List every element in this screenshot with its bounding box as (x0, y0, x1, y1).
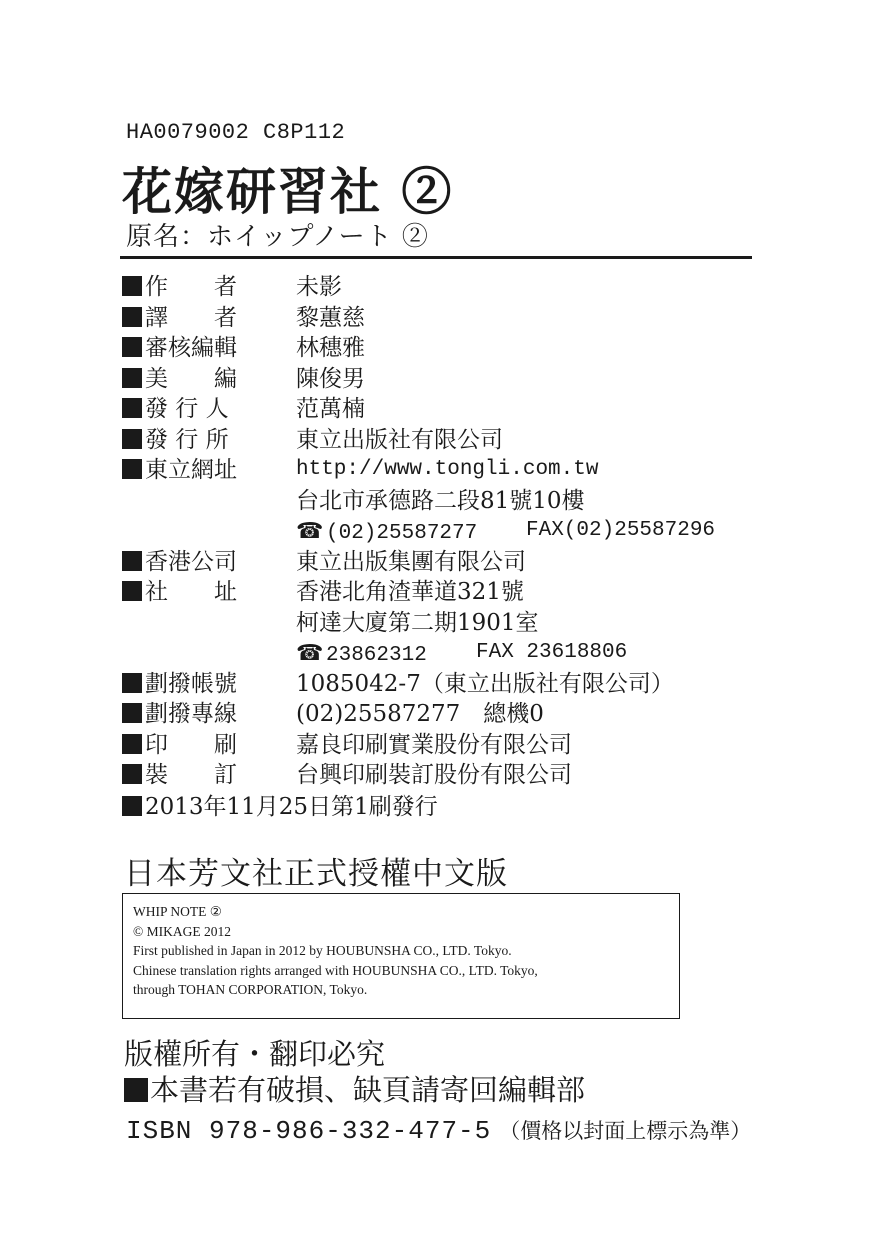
price-note: （價格以封面上標示為準） (499, 1119, 752, 1143)
phone-icon: ☎ (296, 519, 324, 544)
credit-label: 發 行 人 (145, 396, 229, 422)
credit-label: 審核編輯 (145, 335, 237, 361)
black-square-bullet (122, 703, 142, 723)
tongli-contact-row (122, 516, 762, 547)
credit-label: 香港公司 (145, 548, 237, 575)
hk-company-row (122, 547, 762, 578)
hk-address-row-2 (122, 608, 762, 639)
black-square-bullet (122, 368, 142, 388)
black-square-bullet (122, 429, 142, 449)
credit-value: 1085042-7（東立出版社有限公司） (296, 670, 674, 697)
credit-row-editor (122, 333, 762, 364)
credit-value: 范萬楠 (296, 396, 365, 422)
tongli-fax: FAX(02)25587296 (526, 519, 716, 542)
publish-date-line (122, 792, 438, 822)
credit-label: 劃撥帳號 (145, 670, 237, 697)
hk-address-row (122, 577, 762, 608)
credit-row-website (122, 455, 762, 486)
isbn-line (126, 1112, 751, 1146)
payment-row-hotline (122, 699, 762, 730)
book-title: 花嫁研習社 ② (122, 162, 454, 221)
credit-value: 嘉良印刷實業股份有限公司 (296, 731, 572, 758)
english-line: WHIP NOTE ② (133, 904, 222, 919)
black-square-bullet (122, 459, 142, 479)
credit-label: 美 編 (145, 365, 237, 392)
english-line: First published in Japan in 2012 by HOUBUNSHA CO., LTD. Tokyo. (133, 943, 512, 958)
product-code: HA0079002 C8P112 (126, 120, 346, 145)
credit-label: 作 者 (145, 274, 237, 300)
english-line: © MIKAGE 2012 (133, 923, 232, 939)
hk-address-line1: 香港北角渣華道321號 (296, 579, 524, 605)
credit-row-publisher (122, 394, 762, 425)
black-square-bullet (122, 764, 142, 784)
hk-phone: 23862312 (326, 644, 427, 667)
tongli-address-row (122, 486, 762, 517)
credit-label: 東立網址 (145, 457, 237, 483)
payment-row-binding (122, 760, 762, 791)
credit-row-designer (122, 364, 762, 395)
credit-row-author (122, 272, 762, 303)
credit-label: 劃撥專線 (145, 701, 237, 727)
credit-value: (02)25587277 總機0 (296, 701, 544, 727)
payment-row-printing (122, 730, 762, 761)
black-square-bullet (122, 551, 142, 571)
black-square-bullet (122, 337, 142, 357)
english-copyright-box (122, 893, 680, 1019)
rights-block (124, 1036, 585, 1108)
credit-value: 未影 (296, 274, 342, 300)
black-square-bullet (124, 1078, 148, 1102)
credit-value: 黎蕙慈 (296, 304, 365, 331)
english-line: through TOHAN CORPORATION, Tokyo. (133, 982, 368, 997)
credit-label: 裝 訂 (145, 762, 237, 788)
original-title: 原名：ホイップノート ② (126, 222, 429, 252)
rights-reserved: 版權所有・翻印必究 (124, 1037, 386, 1071)
publish-date: 2013年11月25日第1刷發行 (145, 794, 438, 820)
website-link[interactable]: http://www.tongli.com.tw (296, 458, 599, 481)
tongli-phone: (02)25587277 (326, 522, 478, 545)
payment-row-account (122, 669, 762, 700)
black-square-bullet (122, 307, 142, 327)
credits-table (122, 272, 762, 791)
isbn-code: ISBN 978-986-332-477-5 (126, 1116, 492, 1146)
black-square-bullet (122, 673, 142, 693)
hk-address-line2: 柯達大廈第二期1901室 (296, 609, 539, 636)
black-square-bullet (122, 276, 142, 296)
credit-value: 陳俊男 (296, 365, 365, 392)
credit-label: 譯 者 (145, 304, 237, 331)
license-statement: 日本芳文社正式授權中文版 (124, 856, 508, 892)
black-square-bullet (122, 734, 142, 754)
hk-contact-row (122, 638, 762, 669)
title-divider (120, 256, 752, 259)
credit-value: 台興印刷裝訂股份有限公司 (296, 762, 572, 788)
black-square-bullet (122, 581, 142, 601)
credit-value: 東立出版社有限公司 (296, 426, 503, 453)
credit-row-translator (122, 303, 762, 334)
hk-company: 東立出版集團有限公司 (296, 548, 526, 575)
black-square-bullet (122, 398, 142, 418)
hk-fax: FAX 23618806 (476, 641, 628, 664)
credit-label: 社 址 (145, 579, 237, 605)
black-square-bullet (122, 796, 142, 816)
tongli-address: 台北市承德路二段81號10樓 (296, 487, 585, 514)
credit-label: 印 刷 (145, 731, 237, 758)
phone-icon: ☎ (296, 641, 324, 666)
credit-row-publishing-house (122, 425, 762, 456)
damage-return-notice: 本書若有破損、缺頁請寄回編輯部 (150, 1073, 586, 1107)
credit-label: 發 行 所 (145, 426, 229, 453)
english-line: Chinese translation rights arranged with HOUBUNSHA CO., LTD. Tokyo, (133, 962, 538, 978)
credit-value: 林穗雅 (296, 335, 365, 361)
